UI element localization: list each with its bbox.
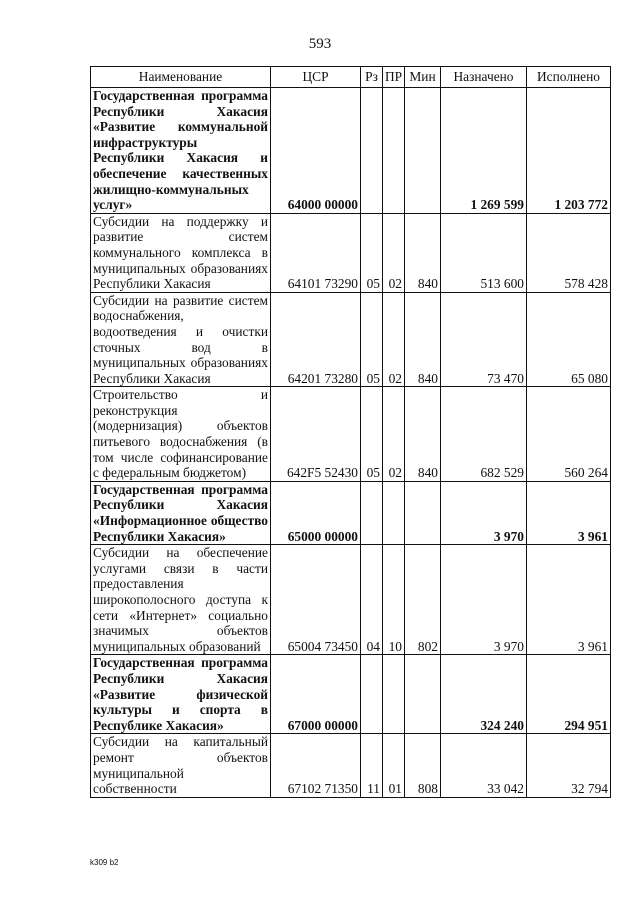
table-row <box>91 481 611 544</box>
cell-pr <box>383 655 405 734</box>
cell-rz <box>361 481 383 544</box>
col-header-rz: Рз <box>361 67 383 88</box>
cell-pr: 02 <box>383 387 405 482</box>
table-row <box>91 88 611 214</box>
cell-min <box>405 88 441 214</box>
cell-min: 840 <box>405 387 441 482</box>
cell-assigned: 324 240 <box>441 655 527 734</box>
col-header-name: Наименование <box>91 67 271 88</box>
cell-rz: 04 <box>361 545 383 655</box>
cell-assigned: 1 269 599 <box>441 88 527 214</box>
cell-name: Субсидии на поддержку и развитие систем коммунального комплекса в муниципальных образованиях Республики Хакасия <box>91 213 271 292</box>
cell-name: Субсидии на развитие систем водоснабжения, водоотведения и очистки сточных вод в муниципальных образованиях Республики Хакасия <box>91 292 271 387</box>
page-number: 593 <box>308 36 332 52</box>
cell-executed: 560 264 <box>527 387 611 482</box>
cell-executed: 65 080 <box>527 292 611 387</box>
cell-min <box>405 481 441 544</box>
cell-assigned: 513 600 <box>441 213 527 292</box>
table-row <box>91 655 611 734</box>
cell-csr: 64000 00000 <box>271 88 361 214</box>
cell-executed: 3 961 <box>527 481 611 544</box>
cell-rz: 05 <box>361 387 383 482</box>
cell-pr <box>383 481 405 544</box>
cell-pr: 02 <box>383 213 405 292</box>
cell-name: Государственная программа Республики Хакасия «Развитие коммунальной инфраструктуры Республики Хакасия и обеспечение качественных жилищно-коммунальных услуг» <box>91 88 271 214</box>
cell-executed: 3 961 <box>527 545 611 655</box>
cell-csr: 64201 73280 <box>271 292 361 387</box>
cell-pr <box>383 88 405 214</box>
cell-pr: 10 <box>383 545 405 655</box>
cell-name: Субсидии на обеспечение услугами связи в части предоставления широкополосного доступа к сети «Интернет» социально значимых объектов муниципальных образований <box>91 545 271 655</box>
cell-rz: 05 <box>361 213 383 292</box>
cell-min: 808 <box>405 734 441 797</box>
cell-csr: 642F5 52430 <box>271 387 361 482</box>
cell-csr: 67102 71350 <box>271 734 361 797</box>
cell-name: Государственная программа Республики Хакасия «Информационное общество Республики Хакасия» <box>91 481 271 544</box>
table-row <box>91 213 611 292</box>
cell-csr: 65004 73450 <box>271 545 361 655</box>
cell-pr: 02 <box>383 292 405 387</box>
cell-rz <box>361 88 383 214</box>
table-header-row <box>91 67 611 88</box>
budget-table <box>90 66 611 798</box>
cell-assigned: 3 970 <box>441 481 527 544</box>
cell-assigned: 33 042 <box>441 734 527 797</box>
cell-pr: 01 <box>383 734 405 797</box>
col-header-assigned: Назначено <box>441 67 527 88</box>
footer-code: k309 b2 <box>90 858 119 867</box>
cell-rz: 11 <box>361 734 383 797</box>
cell-min: 840 <box>405 213 441 292</box>
cell-executed: 578 428 <box>527 213 611 292</box>
cell-csr: 65000 00000 <box>271 481 361 544</box>
table-row <box>91 545 611 655</box>
col-header-csr: ЦСР <box>271 67 361 88</box>
cell-assigned: 3 970 <box>441 545 527 655</box>
table-row <box>91 292 611 387</box>
table-row <box>91 387 611 482</box>
col-header-min: Мин <box>405 67 441 88</box>
cell-assigned: 73 470 <box>441 292 527 387</box>
cell-assigned: 682 529 <box>441 387 527 482</box>
col-header-executed: Исполнено <box>527 67 611 88</box>
cell-csr: 67000 00000 <box>271 655 361 734</box>
cell-rz <box>361 655 383 734</box>
cell-executed: 1 203 772 <box>527 88 611 214</box>
cell-min: 840 <box>405 292 441 387</box>
cell-name: Строительство и реконструкция (модернизация) объектов питьевого водоснабжения (в том числе софинансирование с федеральным бюджетом) <box>91 387 271 482</box>
cell-min: 802 <box>405 545 441 655</box>
cell-executed: 32 794 <box>527 734 611 797</box>
cell-rz: 05 <box>361 292 383 387</box>
col-header-pr: ПР <box>383 67 405 88</box>
cell-executed: 294 951 <box>527 655 611 734</box>
cell-name: Субсидии на капитальный ремонт объектов муниципальной собственности <box>91 734 271 797</box>
table-row <box>91 734 611 797</box>
cell-csr: 64101 73290 <box>271 213 361 292</box>
cell-name: Государственная программа Республики Хакасия «Развитие физической культуры и спорта в Республике Хакасия» <box>91 655 271 734</box>
cell-min <box>405 655 441 734</box>
